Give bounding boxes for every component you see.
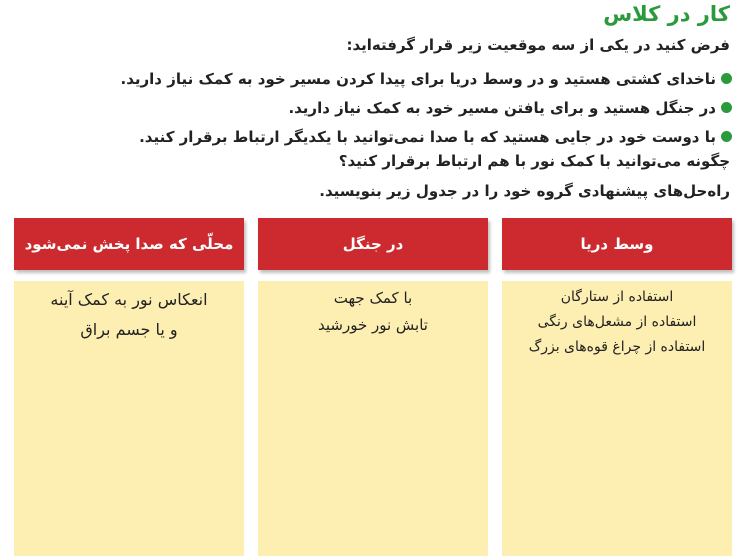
answer-cell-no-sound [14, 281, 244, 556]
column-header-sea: وسط دریا [502, 218, 732, 270]
answer-line: تابش نور خورشید [318, 316, 428, 334]
situation-item [121, 93, 732, 122]
situation-item [121, 64, 732, 93]
column-header-no-sound: محلّی که صدا پخش نمی‌شود [14, 218, 244, 270]
intro-text: فرض کنید در یکی از سه موقعیت زیر قرار گرفته‌اید: [346, 36, 730, 54]
bullet-dot-icon [721, 131, 732, 142]
situation-list [121, 64, 732, 151]
answer-line: و یا جسم براق [80, 320, 178, 339]
table-column-sea [502, 218, 732, 355]
answer-line: استفاده از مشعل‌های رنگی [537, 314, 697, 330]
answer-line: انعکاس نور به کمک آینه [50, 290, 208, 309]
situation-text: ناخدای کشتی هستید و در وسط دریا برای پیدا کردن مسیر خود به کمک نیاز دارید. [120, 69, 716, 88]
situation-text: با دوست خود در جایی هستید که با صدا نمی‌توانید با یکدیگر ارتباط برقرار کنید. [139, 127, 716, 146]
answer-cell-sea [502, 281, 732, 556]
table-column-no-sound [14, 218, 244, 339]
instruction-text: راه‌حل‌های پیشنهادی گروه خود را در جدول زیر بنویسید. [319, 182, 730, 200]
table-column-forest [258, 218, 488, 334]
answer-line: با کمک جهت [333, 289, 413, 307]
bullet-dot-icon [721, 102, 732, 113]
bullet-dot-icon [721, 73, 732, 84]
question-text: چگونه می‌توانید با کمک نور با هم ارتباط برقرار کنید؟ [338, 152, 730, 170]
answer-cell-forest [258, 281, 488, 556]
column-header-forest: در جنگل [258, 218, 488, 270]
situation-text: در جنگل هستید و برای یافتن مسیر خود به کمک نیاز دارید. [288, 98, 716, 117]
section-title: کار در کلاس [603, 2, 730, 26]
answer-line: استفاده از ستارگان [560, 289, 674, 305]
answer-line: استفاده از چراغ قوه‌های بزرگ [528, 339, 706, 355]
situation-item [121, 122, 732, 151]
